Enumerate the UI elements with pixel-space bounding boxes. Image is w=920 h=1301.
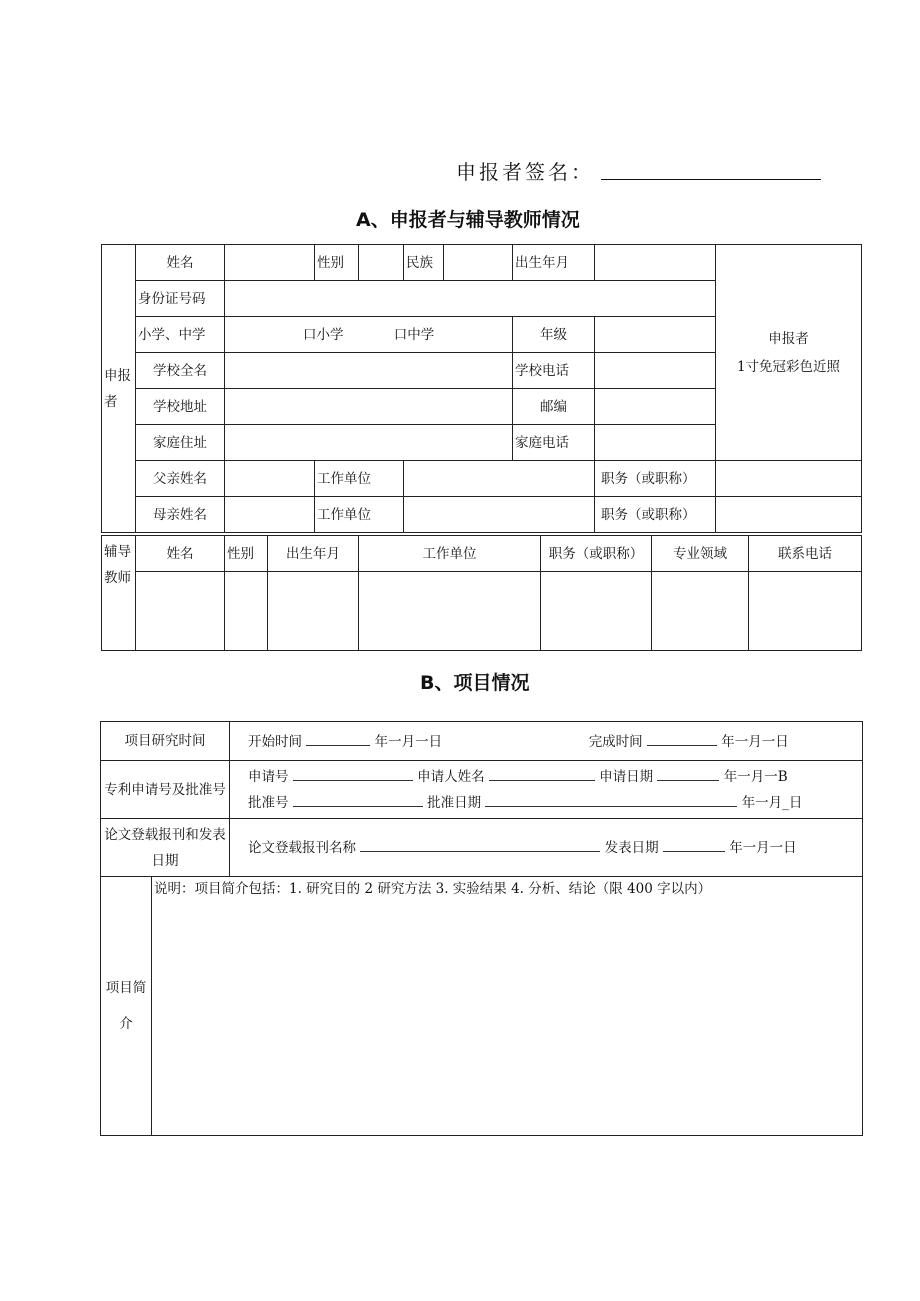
finish-time-field[interactable] <box>647 731 717 746</box>
project-info-table <box>100 721 863 1136</box>
tutor-position-field[interactable] <box>541 572 652 651</box>
tutor-group-label: 辅导教师 <box>102 536 136 651</box>
start-date-suffix: 年一月一日 <box>374 733 443 750</box>
applicant-table <box>101 244 862 533</box>
pub-date-suffix: 年一月一日 <box>729 840 797 856</box>
school-level-options <box>225 317 513 353</box>
grade-field[interactable] <box>595 317 716 353</box>
mother-work-field[interactable] <box>404 497 595 533</box>
tutor-header-field: 专业领域 <box>652 536 749 572</box>
research-time-label: 项目研究时间 <box>101 722 230 761</box>
patent-rows <box>230 761 863 819</box>
father-work-field[interactable] <box>404 461 595 497</box>
tutor-name-field[interactable] <box>136 572 225 651</box>
applicant-name-label: 申请人姓名 <box>417 768 485 785</box>
signature-line[interactable] <box>601 179 821 180</box>
tutor-header-birth: 出生年月 <box>268 536 359 572</box>
school-name-field[interactable] <box>225 353 513 389</box>
section-b-title: B、项目情况 <box>420 672 530 694</box>
journal-name-field[interactable] <box>360 837 600 852</box>
summary-field[interactable] <box>152 877 863 1136</box>
father-name-field[interactable] <box>225 461 315 497</box>
gender-label: 性别 <box>315 245 359 281</box>
app-no-field[interactable] <box>293 766 413 781</box>
summary-note: 说明：项目简介包括：1. 研究目的 2 研究方法 3. 实验结果 4. 分析、结论（限 400 字以内） <box>154 881 712 897</box>
ethnicity-field[interactable] <box>444 245 513 281</box>
home-phone-field[interactable] <box>595 425 716 461</box>
school-level-label: 小学、中学 <box>136 317 225 353</box>
paper-label: 论文登载报刊和发表日期 <box>101 819 230 877</box>
patent-label: 专利申请号及批准号 <box>101 761 230 819</box>
postcode-label: 邮编 <box>513 389 595 425</box>
photo-box[interactable] <box>716 245 862 461</box>
app-date-suffix: 年一月一B <box>723 768 788 785</box>
id-number-field[interactable] <box>225 281 716 317</box>
father-position-field[interactable] <box>716 461 862 497</box>
photo-caption-size: 1寸免冠彩色近照 <box>736 358 841 375</box>
finish-date-suffix: 年一月一日 <box>721 733 789 750</box>
approval-no-label: 批准号 <box>248 794 289 811</box>
home-phone-label: 家庭电话 <box>513 425 595 461</box>
tutor-field-field[interactable] <box>652 572 749 651</box>
tutor-phone-field[interactable] <box>749 572 862 651</box>
approval-date-suffix: 年一月_日 <box>741 794 803 811</box>
journal-name-label: 论文登载报刊名称 <box>248 840 356 856</box>
primary-school-checkbox[interactable]: 口小学 <box>303 326 344 343</box>
school-name-label: 学校全名 <box>136 353 225 389</box>
tutor-header-phone: 联系电话 <box>749 536 862 572</box>
school-phone-field[interactable] <box>595 353 716 389</box>
gender-field[interactable] <box>359 245 404 281</box>
id-number-label: 身份证号码 <box>136 281 225 317</box>
birth-label: 出生年月 <box>513 245 595 281</box>
photo-caption: 申报者 <box>768 330 809 347</box>
name-field[interactable] <box>225 245 315 281</box>
pub-date-label: 发表日期 <box>604 840 659 856</box>
school-phone-label: 学校电话 <box>513 353 595 389</box>
mother-position-label: 职务（或职称） <box>595 497 716 533</box>
mother-name-field[interactable] <box>225 497 315 533</box>
father-work-label: 工作单位 <box>315 461 404 497</box>
tutor-birth-field[interactable] <box>268 572 359 651</box>
tutor-header-position: 职务（或职称） <box>541 536 652 572</box>
app-date-field[interactable] <box>657 766 719 781</box>
home-address-field[interactable] <box>225 425 513 461</box>
summary-label: 项目简介 <box>101 877 152 1136</box>
start-time-label: 开始时间 <box>248 733 302 750</box>
mother-name-label: 母亲姓名 <box>136 497 225 533</box>
father-position-label: 职务（或职称） <box>595 461 716 497</box>
finish-time-label: 完成时间 <box>588 733 643 750</box>
signature-label: 申报者签名： <box>456 160 594 184</box>
postcode-field[interactable] <box>595 389 716 425</box>
app-date-label: 申请日期 <box>599 768 654 785</box>
birth-field[interactable] <box>595 245 716 281</box>
paper-row <box>230 819 863 877</box>
approval-no-field[interactable] <box>293 792 423 807</box>
start-time-field[interactable] <box>306 731 370 746</box>
tutor-work-field[interactable] <box>359 572 541 651</box>
home-address-label: 家庭住址 <box>136 425 225 461</box>
mother-position-field[interactable] <box>716 497 862 533</box>
section-a-title: A、申报者与辅导教师情况 <box>356 209 580 231</box>
tutor-header-gender: 性别 <box>225 536 268 572</box>
father-name-label: 父亲姓名 <box>136 461 225 497</box>
pub-date-field[interactable] <box>663 837 725 852</box>
tutor-gender-field[interactable] <box>225 572 268 651</box>
research-time-row <box>230 722 863 761</box>
approval-date-label: 批准日期 <box>427 794 482 811</box>
tutor-table <box>101 535 862 651</box>
tutor-header-work: 工作单位 <box>359 536 541 572</box>
mother-work-label: 工作单位 <box>315 497 404 533</box>
ethnicity-label: 民族 <box>404 245 444 281</box>
tutor-header-name: 姓名 <box>136 536 225 572</box>
grade-label: 年级 <box>513 317 595 353</box>
applicant-group-label: 申报者 <box>102 245 136 533</box>
applicant-name-field[interactable] <box>489 766 595 781</box>
app-no-label: 申请号 <box>248 768 289 785</box>
approval-date-field[interactable] <box>485 792 737 807</box>
school-address-field[interactable] <box>225 389 513 425</box>
name-label: 姓名 <box>136 245 225 281</box>
school-address-label: 学校地址 <box>136 389 225 425</box>
middle-school-checkbox[interactable]: 口中学 <box>393 326 435 343</box>
